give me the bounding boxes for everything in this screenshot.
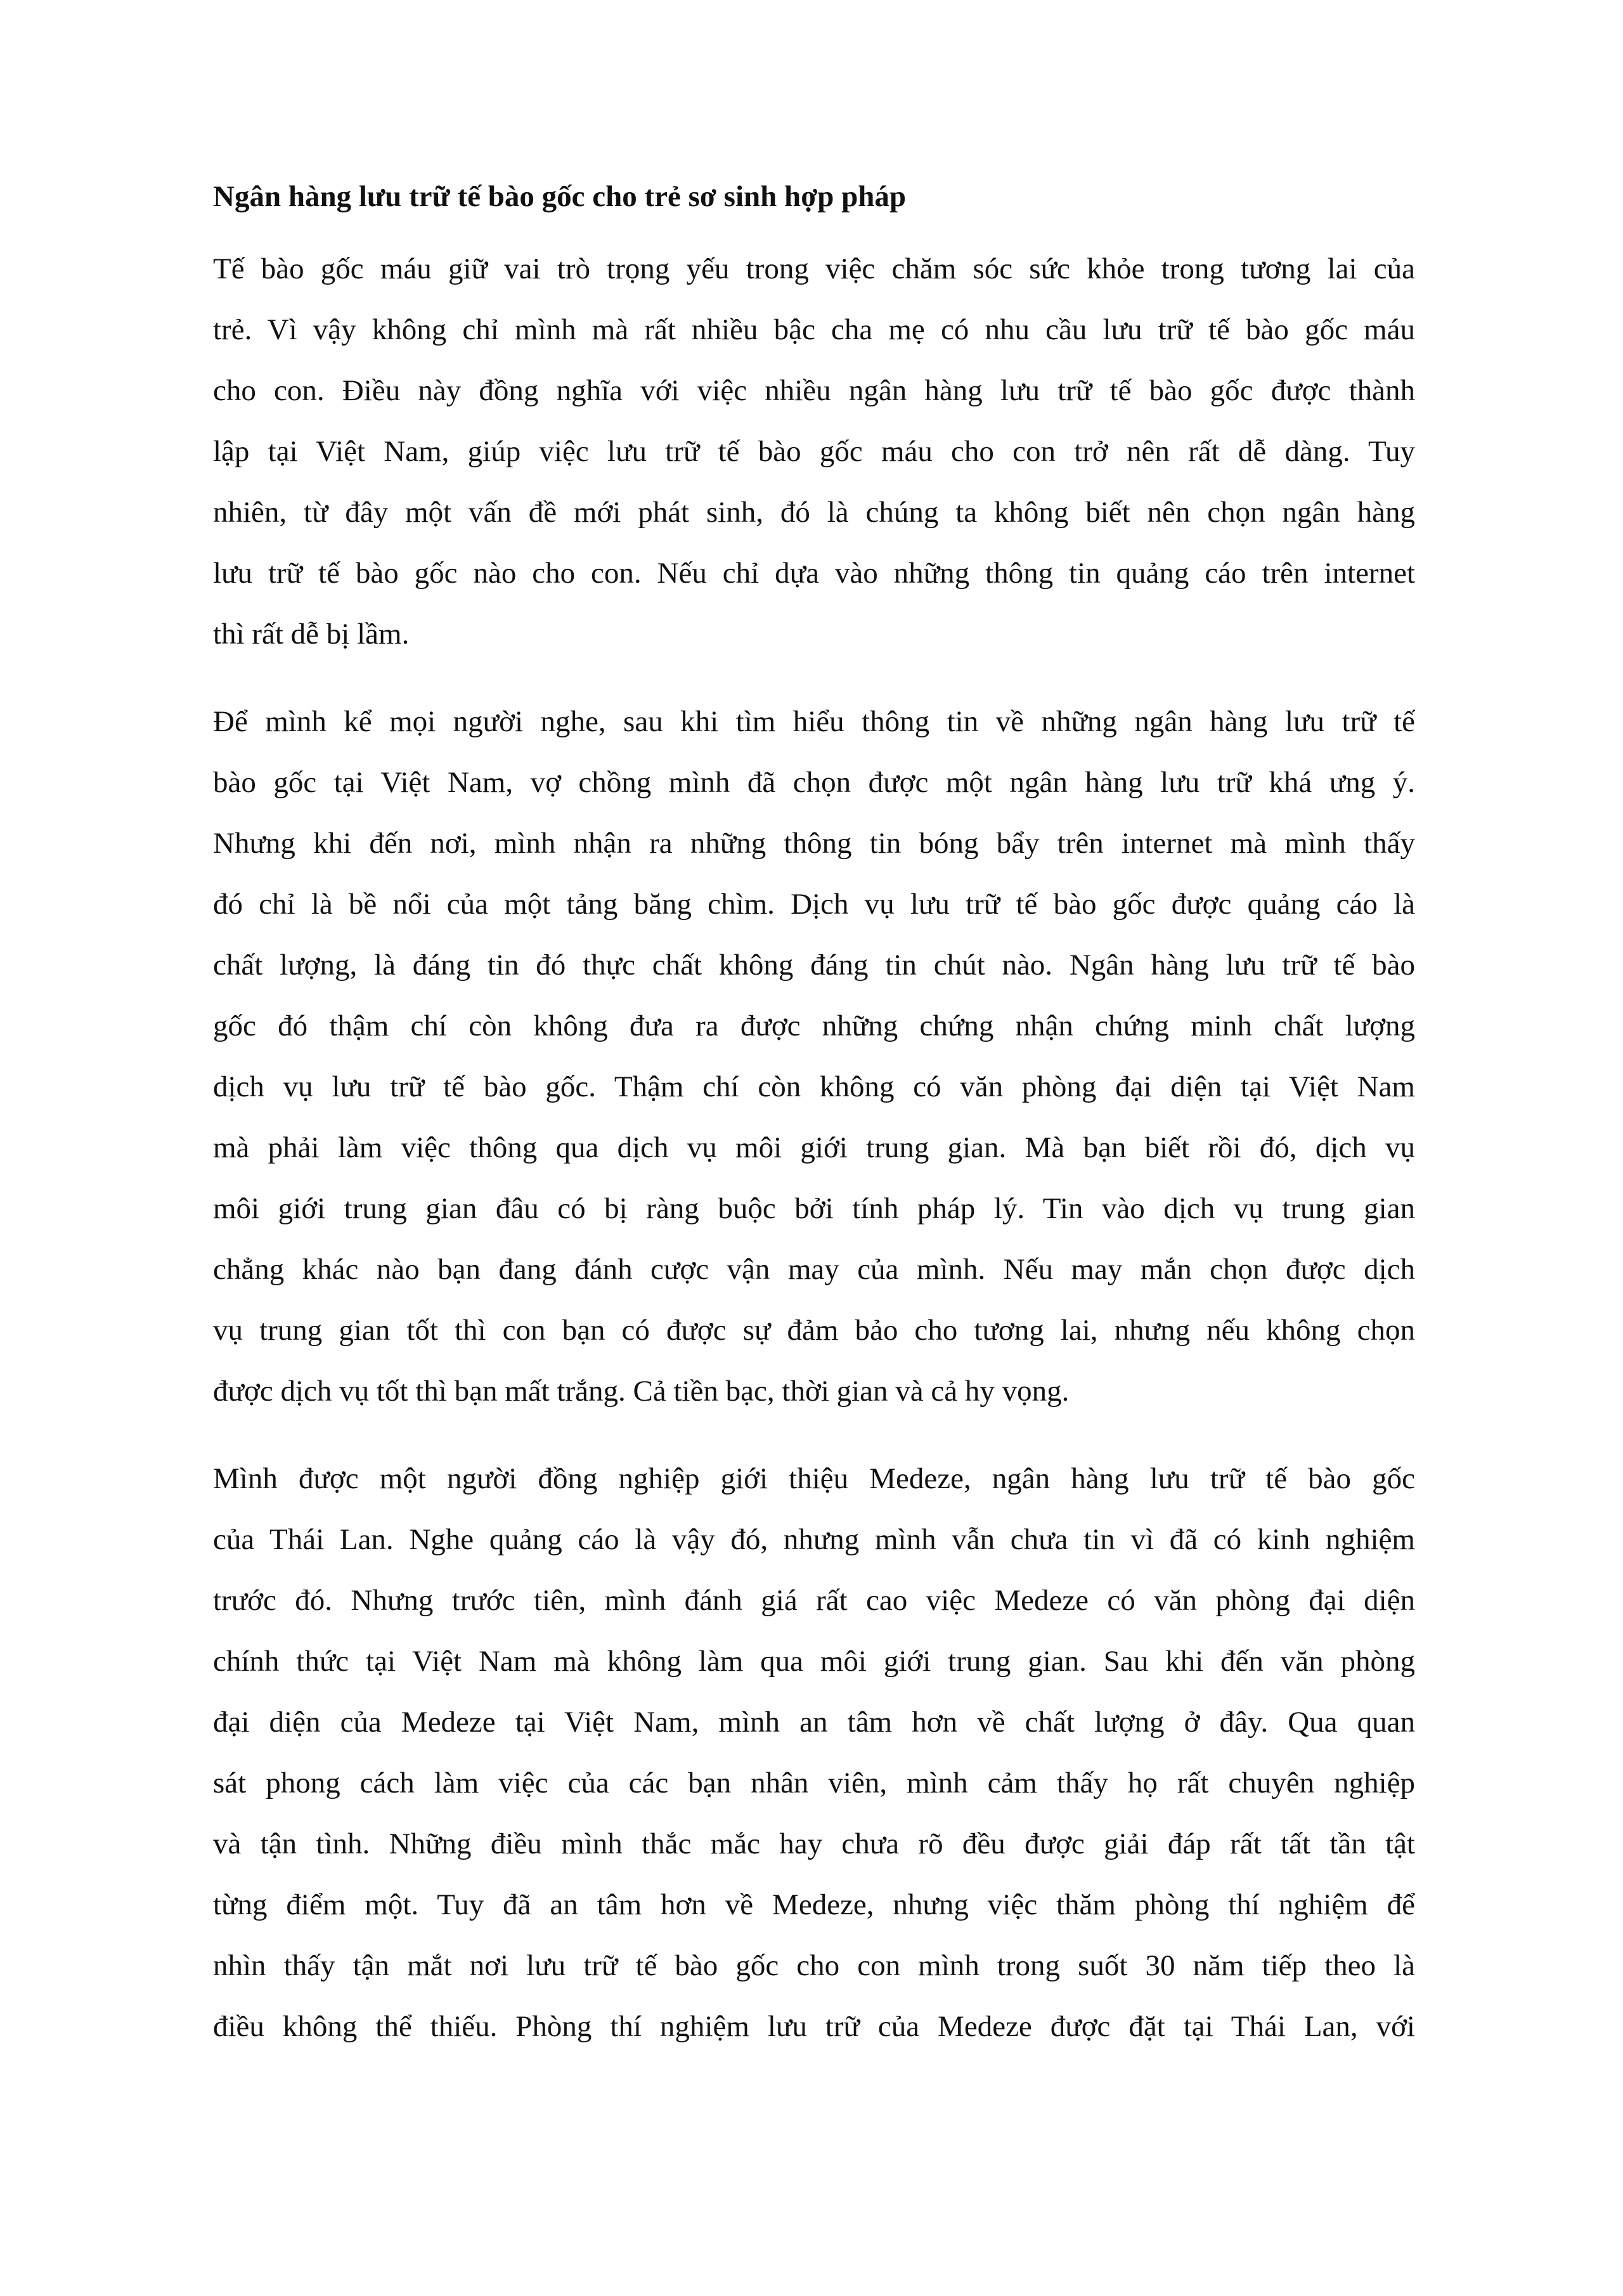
paragraph-3 <box>213 1448 1415 2057</box>
document-content <box>213 166 1415 2084</box>
text-line: mà phải làm việc thông qua dịch vụ môi giới trung gian. Mà bạn biết rồi đó, dịch vụ <box>213 1131 1415 1164</box>
text-line: lưu trữ tế bào gốc nào cho con. Nếu chỉ dựa vào những thông tin quảng cáo trên internet <box>213 557 1415 590</box>
text-line: chất lượng, là đáng tin đó thực chất không đáng tin chút nào. Ngân hàng lưu trữ tế bào <box>213 949 1415 982</box>
text-line: Tế bào gốc máu giữ vai trò trọng yếu trong việc chăm sóc sức khỏe trong tương lai của <box>213 252 1415 285</box>
text-line: và tận tình. Những điều mình thắc mắc hay chưa rõ đều được giải đáp rất tất tần tật <box>213 1827 1415 1860</box>
text-line: trẻ. Vì vậy không chỉ mình mà rất nhiều bậc cha mẹ có nhu cầu lưu trữ tế bào gốc máu <box>213 313 1415 346</box>
text-line: chính thức tại Việt Nam mà không làm qua môi giới trung gian. Sau khi đến văn phòng <box>213 1645 1415 1678</box>
text-line: gốc đó thậm chí còn không đưa ra được những chứng nhận chứng minh chất lượng <box>213 1009 1415 1042</box>
text-line: trước đó. Nhưng trước tiên, mình đánh giá rất cao việc Medeze có văn phòng đại diện <box>213 1584 1415 1617</box>
text-line: nhiên, từ đây một vấn đề mới phát sinh, đó là chúng ta không biết nên chọn ngân hàng <box>213 496 1415 529</box>
text-line: vụ trung gian tốt thì con bạn có được sự đảm bảo cho tương lai, nhưng nếu không chọn <box>213 1314 1415 1347</box>
text-line: sát phong cách làm việc của các bạn nhân viên, mình cảm thấy họ rất chuyên nghiệp <box>213 1767 1415 1800</box>
text-line: Để mình kể mọi người nghe, sau khi tìm hiểu thông tin về những ngân hàng lưu trữ tế <box>213 705 1415 738</box>
paragraph-2 <box>213 691 1415 1422</box>
text-line: lập tại Việt Nam, giúp việc lưu trữ tế bào gốc máu cho con trở nên rất dễ dàng. Tuy <box>213 435 1415 468</box>
text-line: được dịch vụ tốt thì bạn mất trắng. Cả tiền bạc, thời gian và cả hy vọng. <box>213 1375 1070 1408</box>
text-line: cho con. Điều này đồng nghĩa với việc nhiều ngân hàng lưu trữ tế bào gốc được thành <box>213 374 1415 407</box>
text-line: môi giới trung gian đâu có bị ràng buộc bởi tính pháp lý. Tin vào dịch vụ trung gian <box>213 1192 1415 1225</box>
paragraph-1 <box>213 238 1415 665</box>
text-line: từng điểm một. Tuy đã an tâm hơn về Medeze, nhưng việc thăm phòng thí nghiệm để <box>213 1888 1415 1921</box>
text-line: đại diện của Medeze tại Việt Nam, mình an tâm hơn về chất lượng ở đây. Qua quan <box>213 1706 1415 1739</box>
text-line: dịch vụ lưu trữ tế bào gốc. Thậm chí còn không có văn phòng đại diện tại Việt Nam <box>213 1070 1415 1103</box>
text-line: thì rất dễ bị lầm. <box>213 618 410 651</box>
text-line: Nhưng khi đến nơi, mình nhận ra những thông tin bóng bẩy trên internet mà mình thấy <box>213 827 1415 860</box>
text-line: Mình được một người đồng nghiệp giới thiệu Medeze, ngân hàng lưu trữ tế bào gốc <box>213 1462 1415 1495</box>
text-line: nhìn thấy tận mắt nơi lưu trữ tế bào gốc cho con mình trong suốt 30 năm tiếp theo là <box>213 1949 1415 1982</box>
text-line: của Thái Lan. Nghe quảng cáo là vậy đó, nhưng mình vẫn chưa tin vì đã có kinh nghiệm <box>213 1523 1415 1556</box>
text-line: điều không thể thiếu. Phòng thí nghiệm lưu trữ của Medeze được đặt tại Thái Lan, với <box>213 2010 1415 2043</box>
document-title: Ngân hàng lưu trữ tế bào gốc cho trẻ sơ sinh hợp pháp <box>213 180 907 213</box>
text-line: đó chỉ là bề nổi của một tảng băng chìm. Dịch vụ lưu trữ tế bào gốc được quảng cáo là <box>213 888 1415 921</box>
text-line: chẳng khác nào bạn đang đánh cược vận may của mình. Nếu may mắn chọn được dịch <box>213 1253 1415 1286</box>
text-line: bào gốc tại Việt Nam, vợ chồng mình đã chọn được một ngân hàng lưu trữ khá ưng ý. <box>213 766 1415 799</box>
